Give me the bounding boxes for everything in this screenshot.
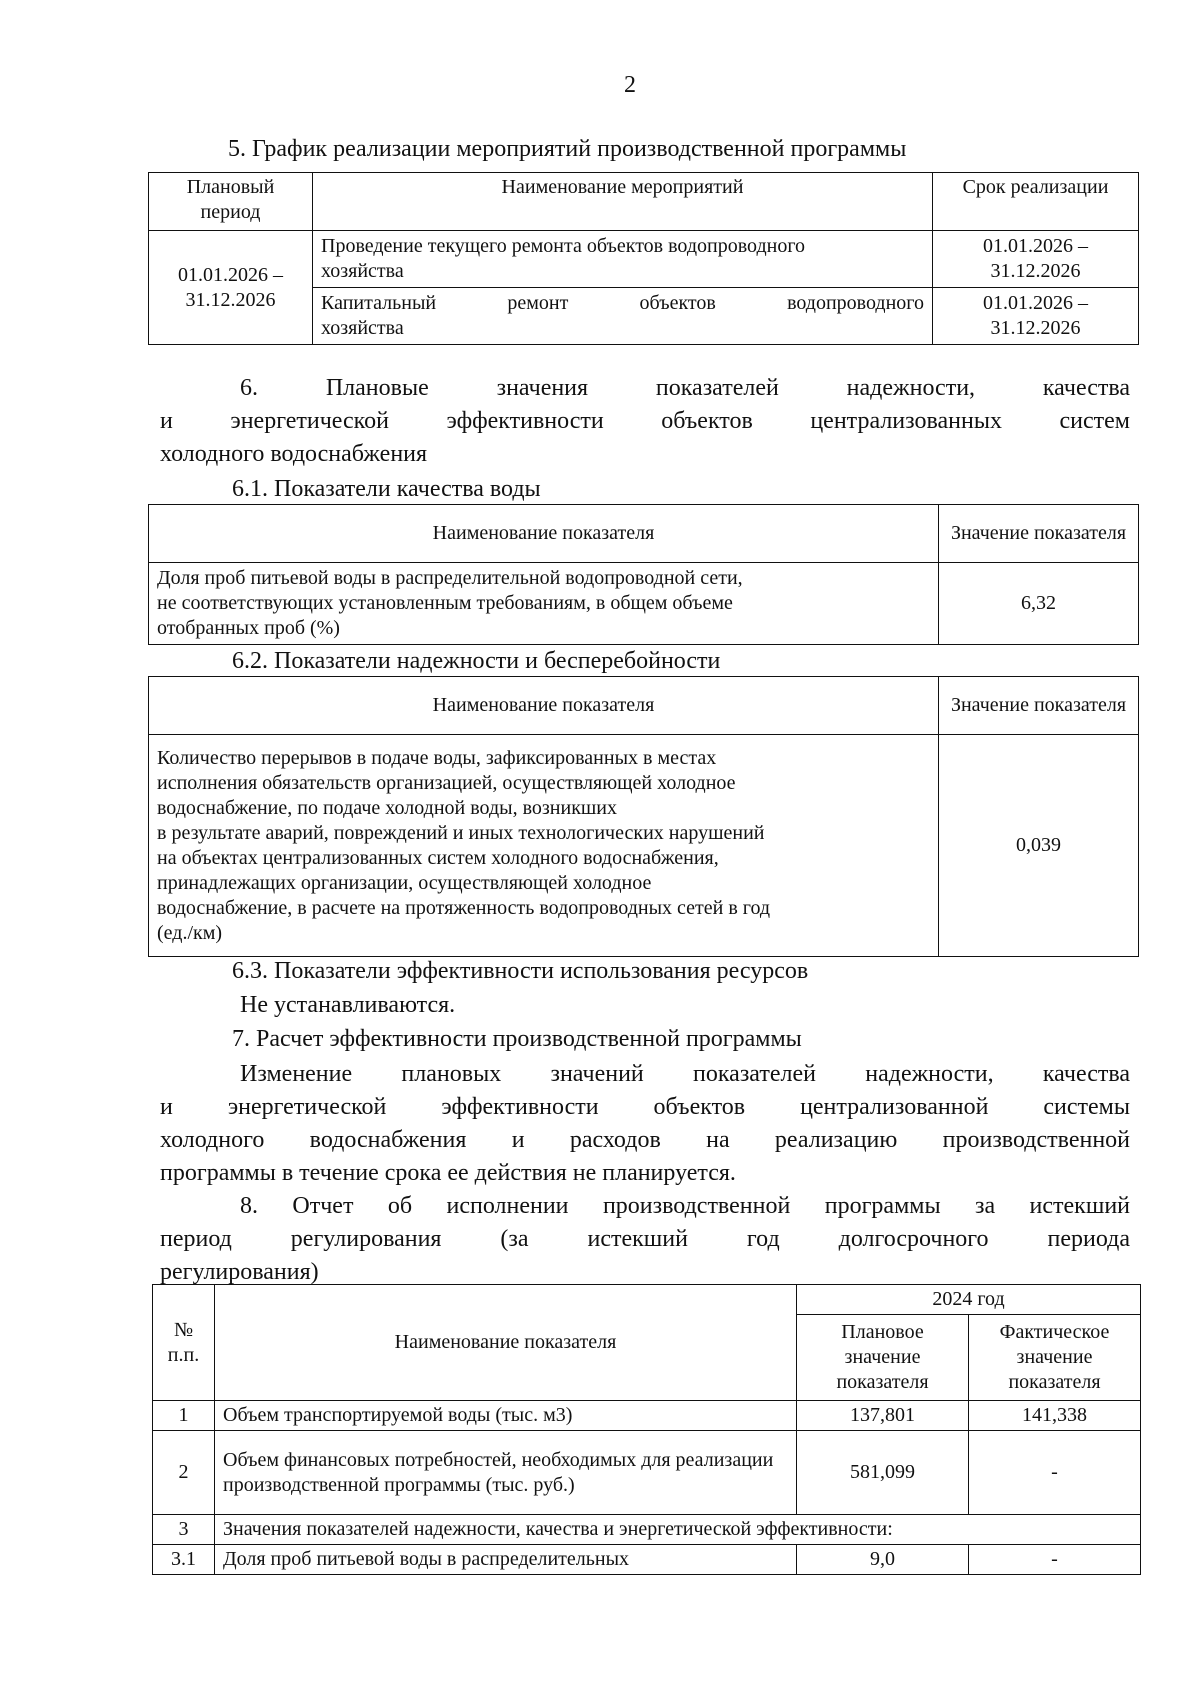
section7-line: Изменение плановых значений показателей надежности, качества <box>240 1061 1130 1087</box>
table-row <box>153 1401 1141 1431</box>
section6-1-heading: 6.1. Показатели качества воды <box>232 476 541 502</box>
section8-line: 8. Отчет об исполнении производственной программы за истекший <box>240 1193 1130 1219</box>
section8-line: период регулирования (за истекший год долгосрочного периода <box>160 1226 1130 1252</box>
section6-2-heading: 6.2. Показатели надежности и бесперебойности <box>232 648 721 674</box>
planned-period-cell: 01.01.2026 – 31.12.2026 <box>149 231 313 345</box>
header-term: Срок реализации <box>933 173 1139 231</box>
indicator-value-cell: 6,32 <box>939 563 1139 645</box>
header-planned-period: Плановый период <box>149 173 313 231</box>
header-indicator-value: Значение показателя <box>939 677 1139 735</box>
event-name-line: Проведение текущего ремонта объектов водопроводного <box>321 235 806 257</box>
header-indicator-name: Наименование показателя <box>149 505 939 563</box>
reliability-table <box>148 676 1139 957</box>
report-table <box>152 1284 1141 1575</box>
header-indicator-value: Значение показателя <box>939 505 1139 563</box>
indicator-name-cell <box>149 735 939 957</box>
header-event-name: Наименование мероприятий <box>313 173 933 231</box>
header-plan-value: Плановое значение показателя <box>797 1315 969 1401</box>
header-year: 2024 год <box>797 1285 1141 1315</box>
row-fact-value: - <box>969 1431 1141 1515</box>
header-row-number: № п.п. <box>153 1285 215 1401</box>
section8-line: регулирования) <box>160 1259 319 1285</box>
indicator-line: (ед./км) <box>157 921 223 944</box>
table-row <box>153 1431 1141 1515</box>
table-row <box>153 1545 1141 1575</box>
indicator-line: на объектах централизованных систем холодного водоснабжения, <box>157 846 719 869</box>
indicator-line: принадлежащих организации, осуществляющей холодное <box>157 871 652 894</box>
section7-line: программы в течение срока ее действия не планируется. <box>160 1160 736 1186</box>
section6-3-text: Не устанавливаются. <box>240 992 456 1018</box>
header-fact-value: Фактическое значение показателя <box>969 1315 1141 1401</box>
row-number: 3.1 <box>153 1545 215 1575</box>
section6-3-heading: 6.3. Показатели эффективности использования ресурсов <box>232 958 809 984</box>
header-indicator-name: Наименование показателя <box>215 1285 797 1401</box>
section5-heading: 5. График реализации мероприятий производственной программы <box>228 136 907 162</box>
section7-line: и энергетической эффективности объектов централизованной системы <box>160 1094 1130 1120</box>
page-number: 2 <box>624 72 636 98</box>
event-term-cell: 01.01.2026 – 31.12.2026 <box>933 288 1139 345</box>
event-name-line: Капитальный ремонт объектов водопроводного <box>321 292 924 314</box>
indicator-line: исполнения обязательств организацией, осуществляющей холодное <box>157 771 736 794</box>
event-name-line: хозяйства <box>321 260 404 282</box>
row-plan-value: 137,801 <box>797 1401 969 1431</box>
indicator-name-cell <box>149 563 939 645</box>
section6-heading-line: 6. Плановые значения показателей надежности, качества <box>240 375 1130 401</box>
section6-heading <box>160 372 1130 471</box>
section7-text <box>160 1058 1130 1190</box>
row-indicator-name: Объем транспортируемой воды (тыс. м3) <box>215 1401 797 1431</box>
event-term-cell: 01.01.2026 – 31.12.2026 <box>933 231 1139 288</box>
indicator-line: водоснабжение, в расчете на протяженность водопроводных сетей в год <box>157 896 771 919</box>
indicator-line: отобранных проб (%) <box>157 617 340 639</box>
row-number: 1 <box>153 1401 215 1431</box>
row-plan-value: 581,099 <box>797 1431 969 1515</box>
water-quality-table <box>148 504 1139 645</box>
table-row <box>153 1515 1141 1545</box>
event-name-line: хозяйства <box>321 317 404 339</box>
event-name-cell <box>313 288 933 345</box>
indicator-line: Доля проб питьевой воды в распределительной водопроводной сети, <box>157 567 743 589</box>
row-number: 3 <box>153 1515 215 1545</box>
section8-heading <box>160 1190 1130 1289</box>
indicator-value-cell: 0,039 <box>939 735 1139 957</box>
indicator-line: Количество перерывов в подаче воды, зафиксированных в местах <box>157 746 717 769</box>
section6-heading-line: и энергетической эффективности объектов централизованных систем <box>160 408 1130 434</box>
header-indicator-name: Наименование показателя <box>149 677 939 735</box>
row-plan-value: 9,0 <box>797 1545 969 1575</box>
indicator-line: в результате аварий, повреждений и иных технологических нарушений <box>157 821 765 844</box>
event-name-cell <box>313 231 933 288</box>
row-indicator-name: Объем финансовых потребностей, необходимых для реализации производственной программы (тыс. руб.) <box>215 1431 797 1515</box>
indicator-line: водоснабжение, по подаче холодной воды, возникших <box>157 796 618 819</box>
row-indicator-name: Значения показателей надежности, качества и энергетической эффективности: <box>215 1515 1141 1545</box>
row-fact-value: 141,338 <box>969 1401 1141 1431</box>
row-indicator-name: Доля проб питьевой воды в распределительных <box>215 1545 797 1575</box>
section7-line: холодного водоснабжения и расходов на реализацию производственной <box>160 1127 1130 1153</box>
row-number: 2 <box>153 1431 215 1515</box>
row-fact-value: - <box>969 1545 1141 1575</box>
section7-heading: 7. Расчет эффективности производственной программы <box>232 1026 802 1052</box>
schedule-table <box>148 172 1139 345</box>
section6-heading-line: холодного водоснабжения <box>160 441 428 467</box>
indicator-line: не соответствующих установленным требованиям, в общем объеме <box>157 592 733 614</box>
